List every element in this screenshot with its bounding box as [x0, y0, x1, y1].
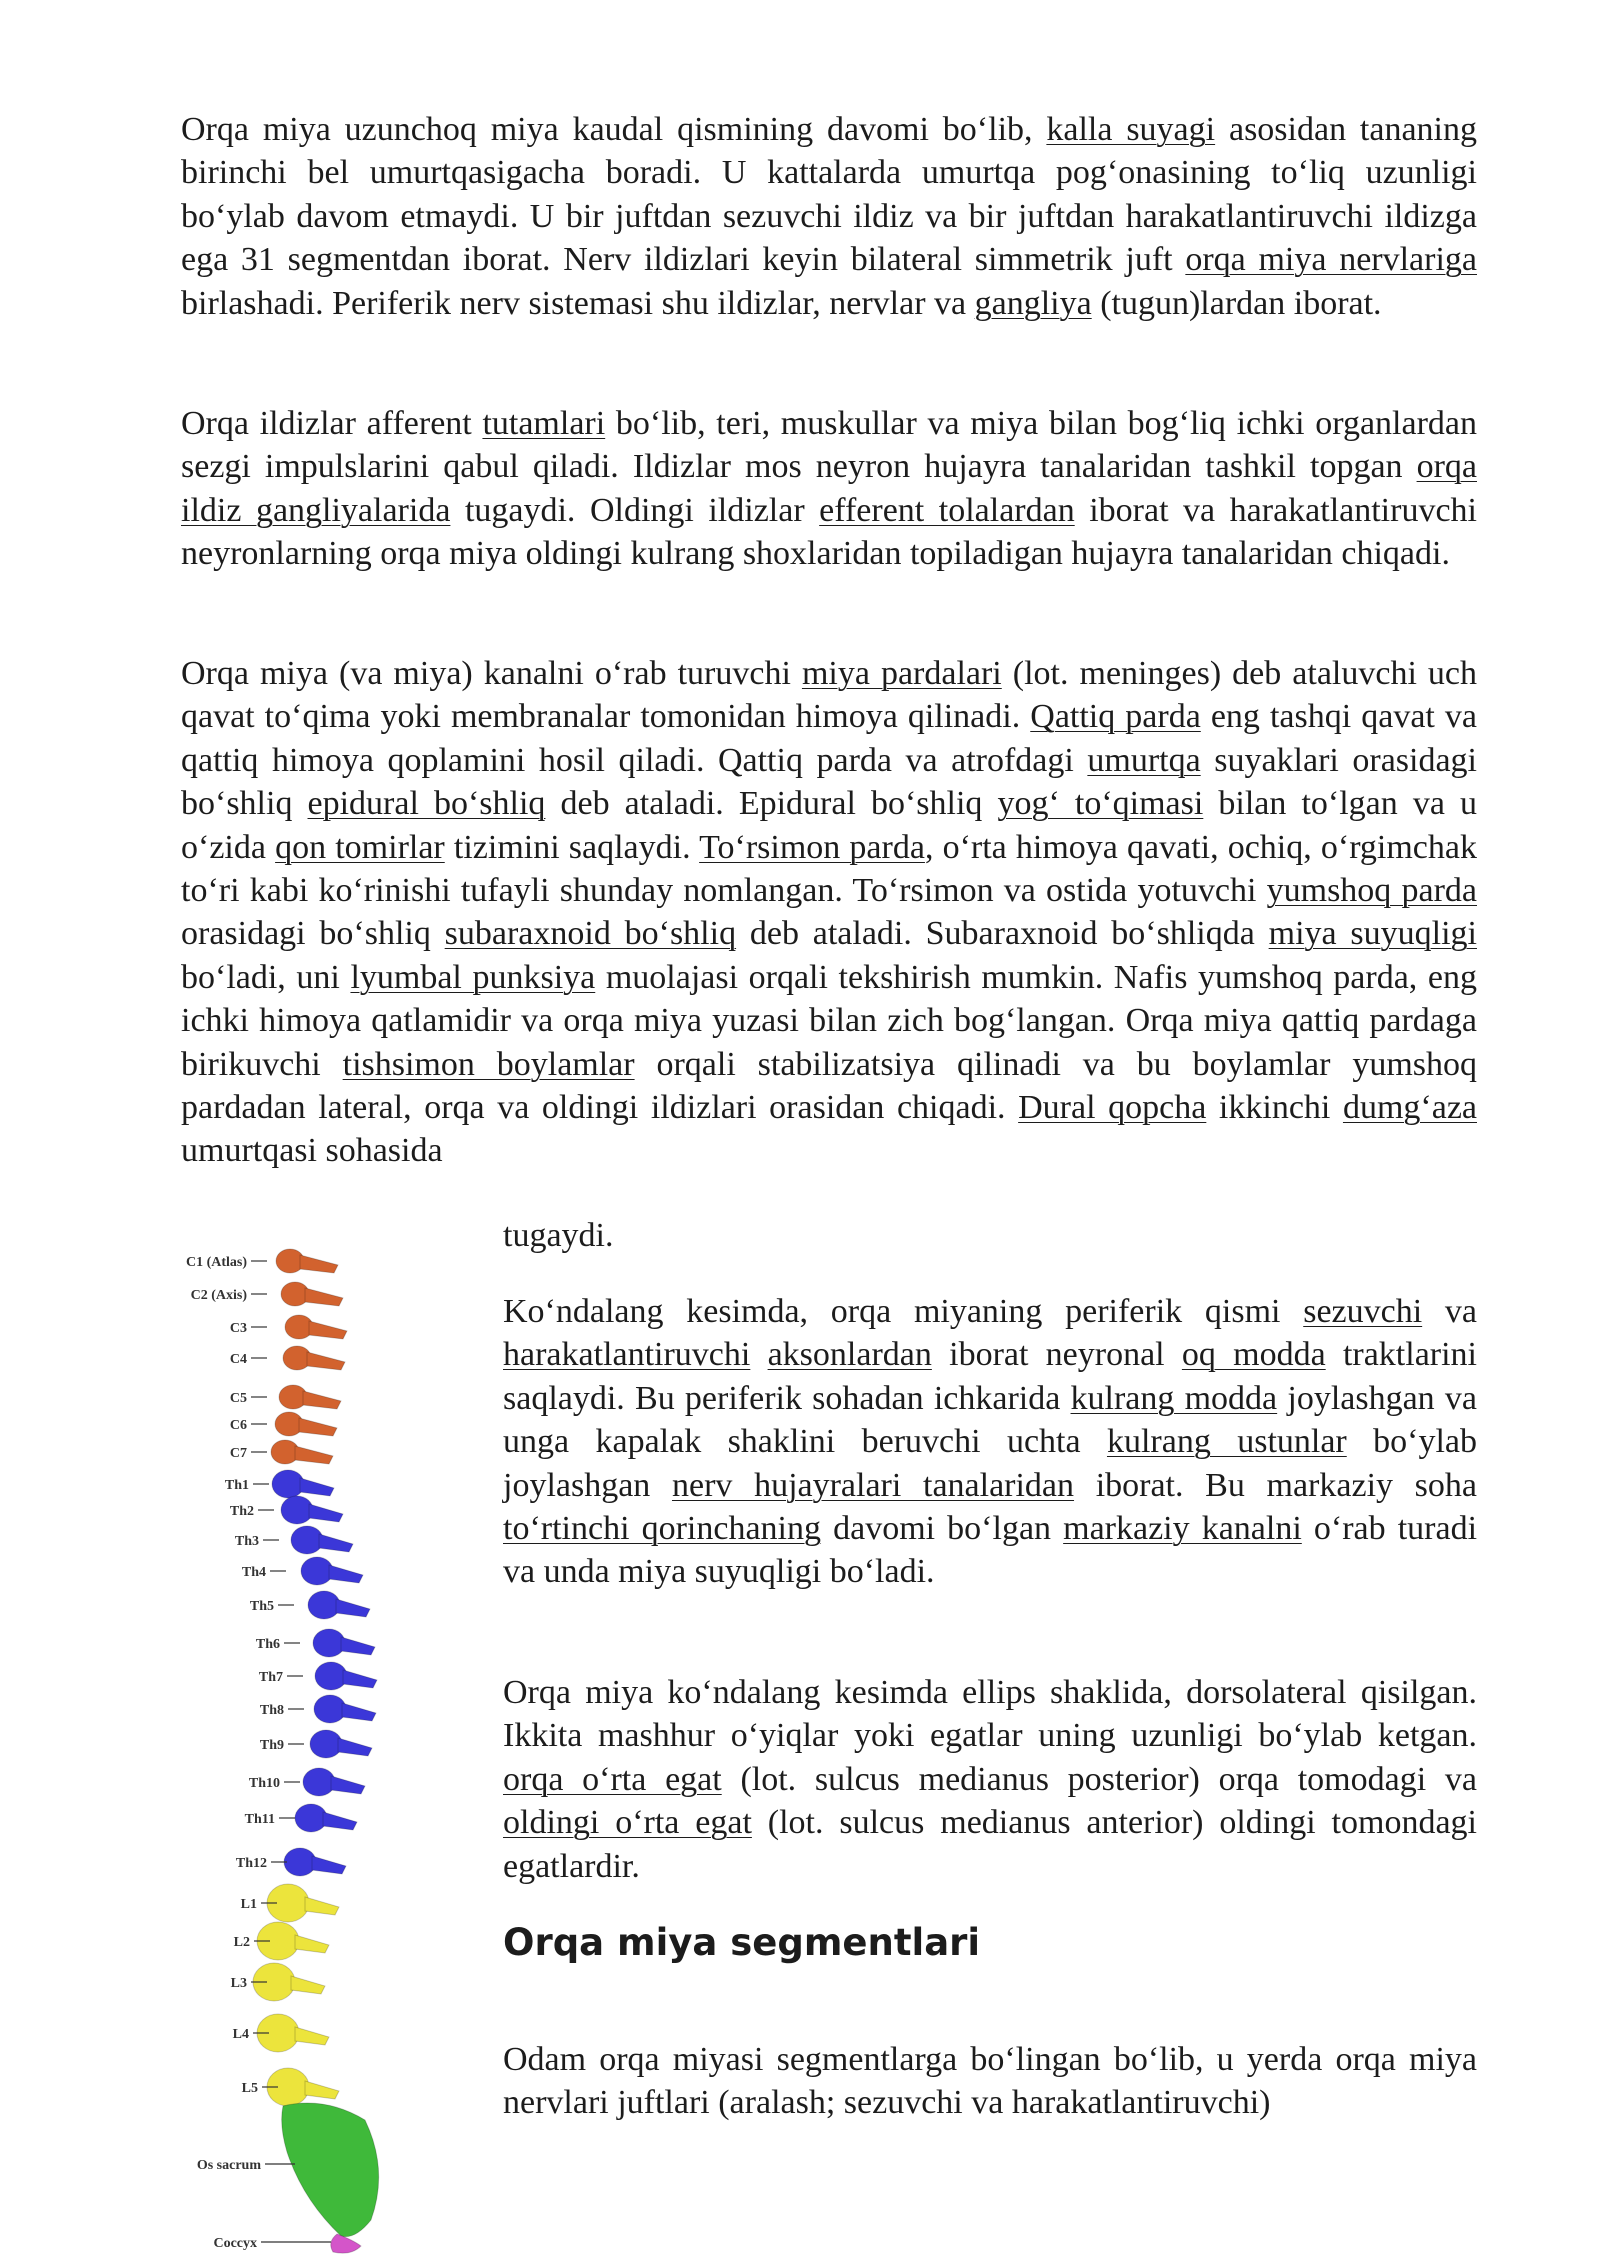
- link-qon-tomirlar[interactable]: qon tomirlar: [275, 828, 445, 866]
- vertebra-label: C3: [229, 1321, 247, 1336]
- link-gangliya[interactable]: gangliya: [974, 284, 1092, 322]
- link-kulrang-ustunlar[interactable]: kulrang ustunlar: [1106, 1423, 1347, 1461]
- text: [750, 1336, 767, 1373]
- vertebra-label: Th5: [249, 1599, 274, 1614]
- vertebra-label: Th3: [234, 1534, 259, 1549]
- link-qattiq-parda[interactable]: Qattiq parda: [1030, 698, 1201, 736]
- text: , o‘rta himoya qavati, ochiq, o‘rgimchak to‘ri kabi ko‘rinishi tufayli shunday nomlangan. To‘rsimon va ostida yotuvchi: [181, 828, 1477, 910]
- vertebra-label: C5: [229, 1391, 247, 1406]
- vertebra-c2-axis-: [281, 1282, 343, 1306]
- text: iborat va harakatlantiruvchi neyronlarning orqa miya oldingi kulrang shoxlaridan topiladigan hujayra tanalaridan chiqadi.: [181, 491, 1477, 573]
- vertebra-c4: [283, 1346, 345, 1370]
- vertebra-th7: [315, 1662, 377, 1690]
- link-tishsimon-boylamlar[interactable]: tishsimon boylamlar: [342, 1045, 635, 1083]
- text: Orqa miya ko‘ndalang kesimda ellips shaklida, dorsolateral qisilgan. Ikkita mashhur o‘yiqlar yoki egatlar uning uzunligi bo‘ylab ketgan.: [503, 1674, 1477, 1755]
- text: bo‘ladi, uni: [181, 958, 351, 996]
- vertebra-label: C1 (Atlas): [185, 1255, 247, 1270]
- link-kalla-suyagi[interactable]: kalla suyagi: [1046, 111, 1216, 148]
- link-nerv-hujayralari-tanalaridan[interactable]: nerv hujayralari tanalaridan: [671, 1466, 1075, 1504]
- link-dumgaza[interactable]: dumg‘aza: [1342, 1089, 1477, 1127]
- text: deb ataladi. Epidural bo‘shliq: [545, 785, 998, 823]
- vertebra-label: C4: [229, 1352, 247, 1367]
- text: eng tashqi qavat va qattiq himoya qoplamini hosil qiladi. Qattiq parda va atrofdagi: [181, 698, 1477, 779]
- link-tortinchi-qorinchaning[interactable]: to‘rtinchi qorinchaning: [503, 1510, 822, 1548]
- text: muolajasi orqali tekshirish mumkin. Nafis yumshoq parda, eng ichki himoya qatlamidir va orqa miya yuzasi bilan zich bog‘langan. Orqa miya qattiq pardaga birikuvchi: [181, 958, 1477, 1083]
- link-subaraxnoid-boshliq[interactable]: subaraxnoid bo‘shliq: [444, 915, 737, 953]
- text: deb ataladi. Subaraxnoid bo‘shliqda: [736, 915, 1269, 953]
- link-sezuvchi[interactable]: sezuvchi: [1303, 1293, 1423, 1330]
- paragraph-intro: [181, 108, 1477, 325]
- link-oq-modda[interactable]: oq modda: [1181, 1336, 1326, 1374]
- vertebra-label: Th9: [259, 1738, 284, 1753]
- vertebra-label: Th1: [224, 1478, 249, 1493]
- link-harakatlantiruvchi[interactable]: harakatlantiruvchi: [503, 1336, 751, 1374]
- link-lyumbal-punksiya[interactable]: lyumbal punksiya: [350, 958, 596, 996]
- text: Odam orqa miyasi segmentlarga bo‘lingan bo‘lib, u yerda orqa miya nervlari juftlari (aralash; sezuvchi va harakatlantiruvchi): [503, 2041, 1477, 2122]
- paragraph-cross-section: [503, 1290, 1477, 1594]
- vertebra-th5: [308, 1591, 370, 1619]
- vertebra-label: Th12: [235, 1856, 267, 1871]
- text: (lot. meninges) deb ataluvchi uch qavat to‘qima yoki membranalar tomonidan himoya qilinadi.: [181, 655, 1478, 736]
- text: va: [1422, 1293, 1478, 1330]
- link-orqa-orta-egat[interactable]: orqa o‘rta egat: [503, 1760, 722, 1798]
- paragraph-meninges: [181, 652, 1477, 1173]
- text: orqali stabilizatsiya qilinadi va bu boylamlar yumshoq pardadan lateral, orqa va oldingi ildizlari orasidan chiqadi.: [181, 1045, 1477, 1127]
- vertebra-th10: [303, 1768, 365, 1796]
- vertebra-label: Th8: [259, 1703, 284, 1718]
- text: umurtqasi sohasida: [181, 1132, 443, 1170]
- vertebra-label: L2: [233, 1935, 250, 1950]
- link-tutamlari[interactable]: tutamlari: [482, 405, 606, 442]
- text: orasidagi bo‘shliq: [181, 915, 445, 953]
- link-kulrang-modda[interactable]: kulrang modda: [1070, 1379, 1278, 1417]
- link-orqa-miya-nervlariga[interactable]: orqa miya nervlariga: [1185, 241, 1477, 279]
- vertebra-label: Os sacrum: [196, 2158, 261, 2173]
- vertebra-label: Th10: [248, 1776, 280, 1791]
- text: iborat neyronal: [931, 1336, 1182, 1374]
- text: tugaydi. Oldingi ildizlar: [450, 491, 820, 529]
- vertebra-label: Th2: [229, 1504, 254, 1519]
- paragraph-meninges-tail: [503, 1214, 1477, 1257]
- paragraph-sulci: [503, 1671, 1477, 1888]
- text: o‘rab turadi va unda miya suyuqligi bo‘ladi.: [503, 1510, 1478, 1591]
- text: birlashadi. Periferik nerv sistemasi shu ildizlar, nervlar va: [181, 284, 975, 322]
- text: bilan to‘lgan va u o‘zida: [181, 785, 1477, 866]
- paragraph-segments: [503, 2038, 1477, 2125]
- text: Ko‘ndalang kesimda, orqa miyaning periferik qismi: [503, 1293, 1304, 1330]
- vertebra-label: C6: [229, 1418, 247, 1433]
- link-oldingi-orta-egat[interactable]: oldingi o‘rta egat: [503, 1804, 752, 1842]
- vertebra-label: C7: [229, 1446, 247, 1461]
- text: tugaydi.: [503, 1217, 614, 1254]
- vertebra-th8: [314, 1695, 376, 1723]
- text: bo‘lib, teri, muskullar va miya bilan bog‘liq ichki organlardan sezgi impulslarini qabul qiladi. Ildizlar mos neyron hujayra tanalaridan tashkil topgan: [181, 405, 1478, 486]
- vertebra-label: C2 (Axis): [190, 1288, 247, 1303]
- vertebra-th4: [301, 1557, 363, 1585]
- text: ikkinchi: [1206, 1089, 1343, 1127]
- text: (lot. sulcus medianus anterior) oldingi tomondagi egatlardir.: [503, 1804, 1477, 1885]
- text: Orqa miya (va miya) kanalni o‘rab turuvchi: [181, 655, 802, 692]
- vertebra-c7: [271, 1440, 333, 1464]
- text: iborat. Bu markaziy soha: [1074, 1466, 1478, 1504]
- vertebra-label: L3: [230, 1976, 247, 1991]
- text: suyaklari orasidagi bo‘shliq: [181, 741, 1477, 823]
- link-aksonlardan[interactable]: aksonlardan: [767, 1336, 932, 1374]
- text: joylashgan va unga kapalak shaklini beruvchi uchta: [503, 1379, 1477, 1461]
- vertebra-label: Coccyx: [213, 2236, 257, 2251]
- link-yog-toqimasi[interactable]: yog‘ to‘qimasi: [997, 785, 1204, 823]
- text: davomi bo‘lgan: [821, 1510, 1064, 1548]
- link-epidural-boshliq[interactable]: epidural bo‘shliq: [307, 785, 546, 823]
- vertebra-th2: [281, 1496, 343, 1524]
- link-miya-pardalari[interactable]: miya pardalari: [801, 655, 1002, 692]
- link-efferent-tolalardan[interactable]: efferent tolalardan: [819, 491, 1075, 529]
- vertebra-label: Th11: [244, 1812, 275, 1827]
- vertebra-os-sacrum: [282, 2103, 379, 2237]
- text: (tugun)lardan iborat.: [1091, 284, 1382, 322]
- vertebra-label: Th7: [258, 1670, 283, 1685]
- link-torsimon-parda[interactable]: To‘rsimon parda: [699, 828, 925, 866]
- link-dural-qopcha[interactable]: Dural qopcha: [1018, 1089, 1207, 1127]
- vertebra-th11: [295, 1804, 357, 1832]
- link-umurtqa[interactable]: umurtqa: [1087, 741, 1201, 779]
- vertebra-l1: [267, 1884, 339, 1922]
- link-yumshoq-parda[interactable]: yumshoq parda: [1266, 872, 1477, 910]
- spine-figure: [175, 1240, 475, 2262]
- link-miya-suyuqligi[interactable]: miya suyuqligi: [1268, 915, 1477, 953]
- vertebra-th1: [272, 1470, 334, 1498]
- vertebra-label: Th4: [241, 1565, 266, 1580]
- vertebra-th3: [291, 1526, 353, 1554]
- vertebra-c3: [285, 1315, 347, 1339]
- text: Orqa miya uzunchoq miya kaudal qismining davomi bo‘lib,: [181, 111, 1047, 148]
- vertebra-label: L4: [232, 2027, 249, 2042]
- text: (lot. sulcus medianus posterior) orqa tomodagi va: [721, 1760, 1477, 1798]
- link-orqa-ildiz-gangliyalarida[interactable]: orqa ildiz gangliyalarida: [181, 448, 1477, 529]
- text: traktlarini saqlaydi. Bu periferik sohadan ichkarida: [503, 1336, 1477, 1417]
- vertebra-c5: [279, 1385, 341, 1409]
- vertebra-th6: [313, 1629, 375, 1657]
- spine-illustration: [175, 1240, 475, 2262]
- text: tizimini saqlaydi.: [444, 828, 700, 866]
- text: bo‘ylab joylashgan: [503, 1423, 1477, 1504]
- vertebra-th12: [284, 1848, 346, 1876]
- text: asosidan tananing birinchi bel umurtqasigacha boradi. U kattalarda umurtqa pog‘onasining to‘liq uzunligi bo‘ylab davom etmaydi. U bir juftdan sezuvchi ildiz va bir juftdan harakatlantiruvchi ildizga ega 31 segmentdan iborat. Nerv ildizlari keyin bilateral simmetrik juft: [181, 111, 1478, 279]
- vertebra-label: L5: [241, 2081, 258, 2096]
- paragraph-roots: [181, 402, 1477, 576]
- text: Orqa ildizlar afferent: [181, 405, 483, 442]
- vertebra-c6: [275, 1412, 337, 1436]
- vertebra-label: L1: [240, 1897, 257, 1912]
- vertebra-c1-atlas-: [276, 1249, 338, 1273]
- vertebra-th9: [310, 1730, 372, 1758]
- vertebra-label: Th6: [255, 1637, 280, 1652]
- link-markaziy-kanalni[interactable]: markaziy kanalni: [1063, 1510, 1302, 1548]
- section-heading: Orqa miya segmentlari: [503, 1921, 981, 1964]
